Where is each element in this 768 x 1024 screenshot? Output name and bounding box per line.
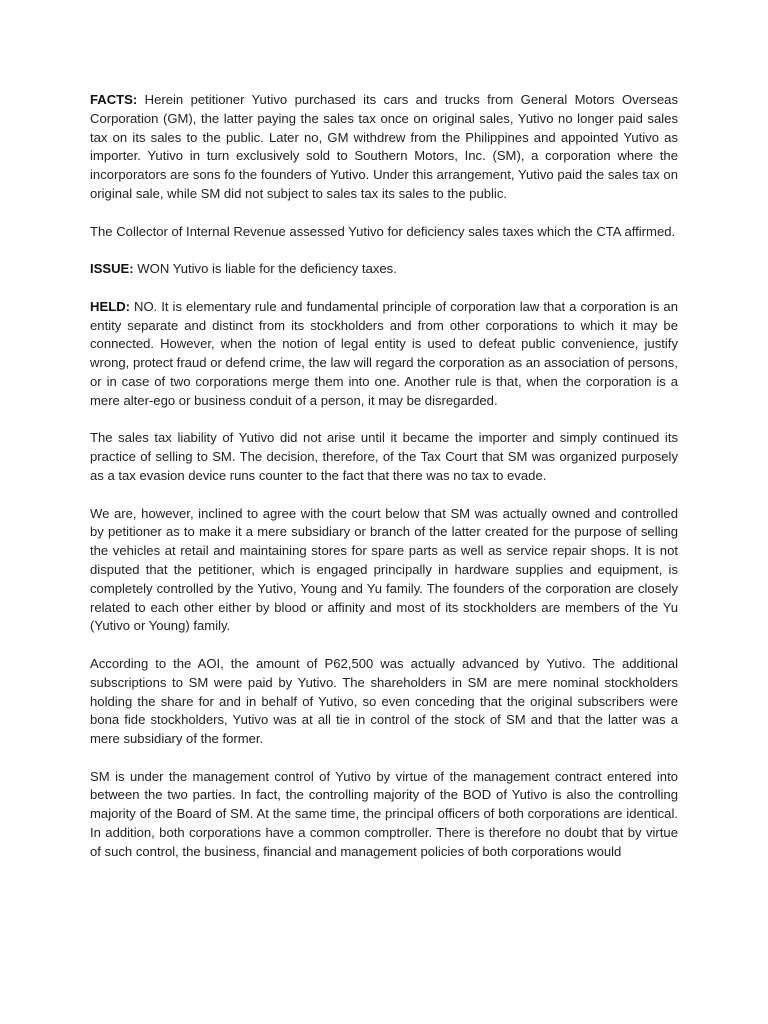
facts-paragraph (90, 91, 678, 204)
held-label: HELD: (90, 298, 131, 314)
body-paragraph-aoi: According to the AOI, the amount of P62,500 was actually advanced by Yutivo. The additional subscriptions to SM were paid by Yutivo. The shareholders in SM are mere nominal stockholders holding the share for and in behalf of Yutivo, so even conceding that the original subscribers were bona fide stockholders, Yutivo was at all tie in control of the stock of SM and that the latter was a mere subsidiary of the former. (90, 655, 678, 747)
issue-paragraph (90, 260, 678, 279)
facts-label: FACTS: (90, 92, 138, 107)
facts-text: Herein petitioner Yutivo purchased its cars and trucks from General Motors Overseas Corporation (GM), the latter paying the sales tax once on original sales, Yutivo no longer paid sales tax on its sales to the public. Later no, GM withdrew from the Philippines and appointed Yutivo as importer. Yutivo in turn exclusively sold to Southern Motors, Inc. (SM), a corporation where the incorporators are sons fo the founders of Yutivo. Under this arrangement, Yutivo paid the sales tax on original sale, while SM did not subject to sales tax its sales to the public. (90, 92, 678, 201)
body-paragraph-subsidiary: We are, however, inclined to agree with the court below that SM was actually owned and controlled by petitioner as to make it a mere subsidiary or branch of the latter created for the purpose of selling the vehicles at retail and maintaining stores for spare parts as well as service repair shops. It is not disputed that the petitioner, which is engaged principally in hardware supplies and equipment, is completely controlled by the Yutivo, Young and Yu family. The founders of the corporation are closely related to each other either by blood or affinity and most of its stockholders are members of the Yu (Yutivo or Young) family. (90, 505, 678, 634)
body-paragraph-sales-tax: The sales tax liability of Yutivo did not arise until it became the importer and simply continued its practice of selling to SM. The decision, therefore, of the Tax Court that SM was organized purposely as a tax evasion device runs counter to the fact that there was no tax to evade. (90, 430, 678, 483)
assessment-paragraph: The Collector of Internal Revenue assessed Yutivo for deficiency sales taxes which the CTA affirmed. (90, 223, 676, 239)
document-page (90, 91, 678, 880)
issue-text: WON Yutivo is liable for the deficiency taxes. (133, 261, 397, 277)
held-paragraph (90, 298, 678, 411)
issue-label: ISSUE: (90, 261, 134, 277)
held-text: NO. It is elementary rule and fundamental principle of corporation law that a corporation is an entity separate and distinct from its stockholders and from other corporations to which it may be connected. However, when the notion of legal entity is used to defeat public convenience, justify wrong, protect fraud or defend crime, the law will regard the corporation as an association of persons, or in case of two corporations merge them into one. Another rule is that, when the corporation is a mere alter-ego or business conduit of a person, it may be disregarded. (90, 298, 678, 408)
body-paragraph-management: SM is under the management control of Yutivo by virtue of the management contract entered into between the two parties. In fact, the controlling majority of the BOD of Yutivo is also the controlling majority of the Board of SM. At the same time, the principal officers of both corporations are identical. In addition, both corporations have a common comptroller. There is therefore no doubt that by virtue of such control, the business, financial and management policies of both corporations would (90, 768, 678, 859)
